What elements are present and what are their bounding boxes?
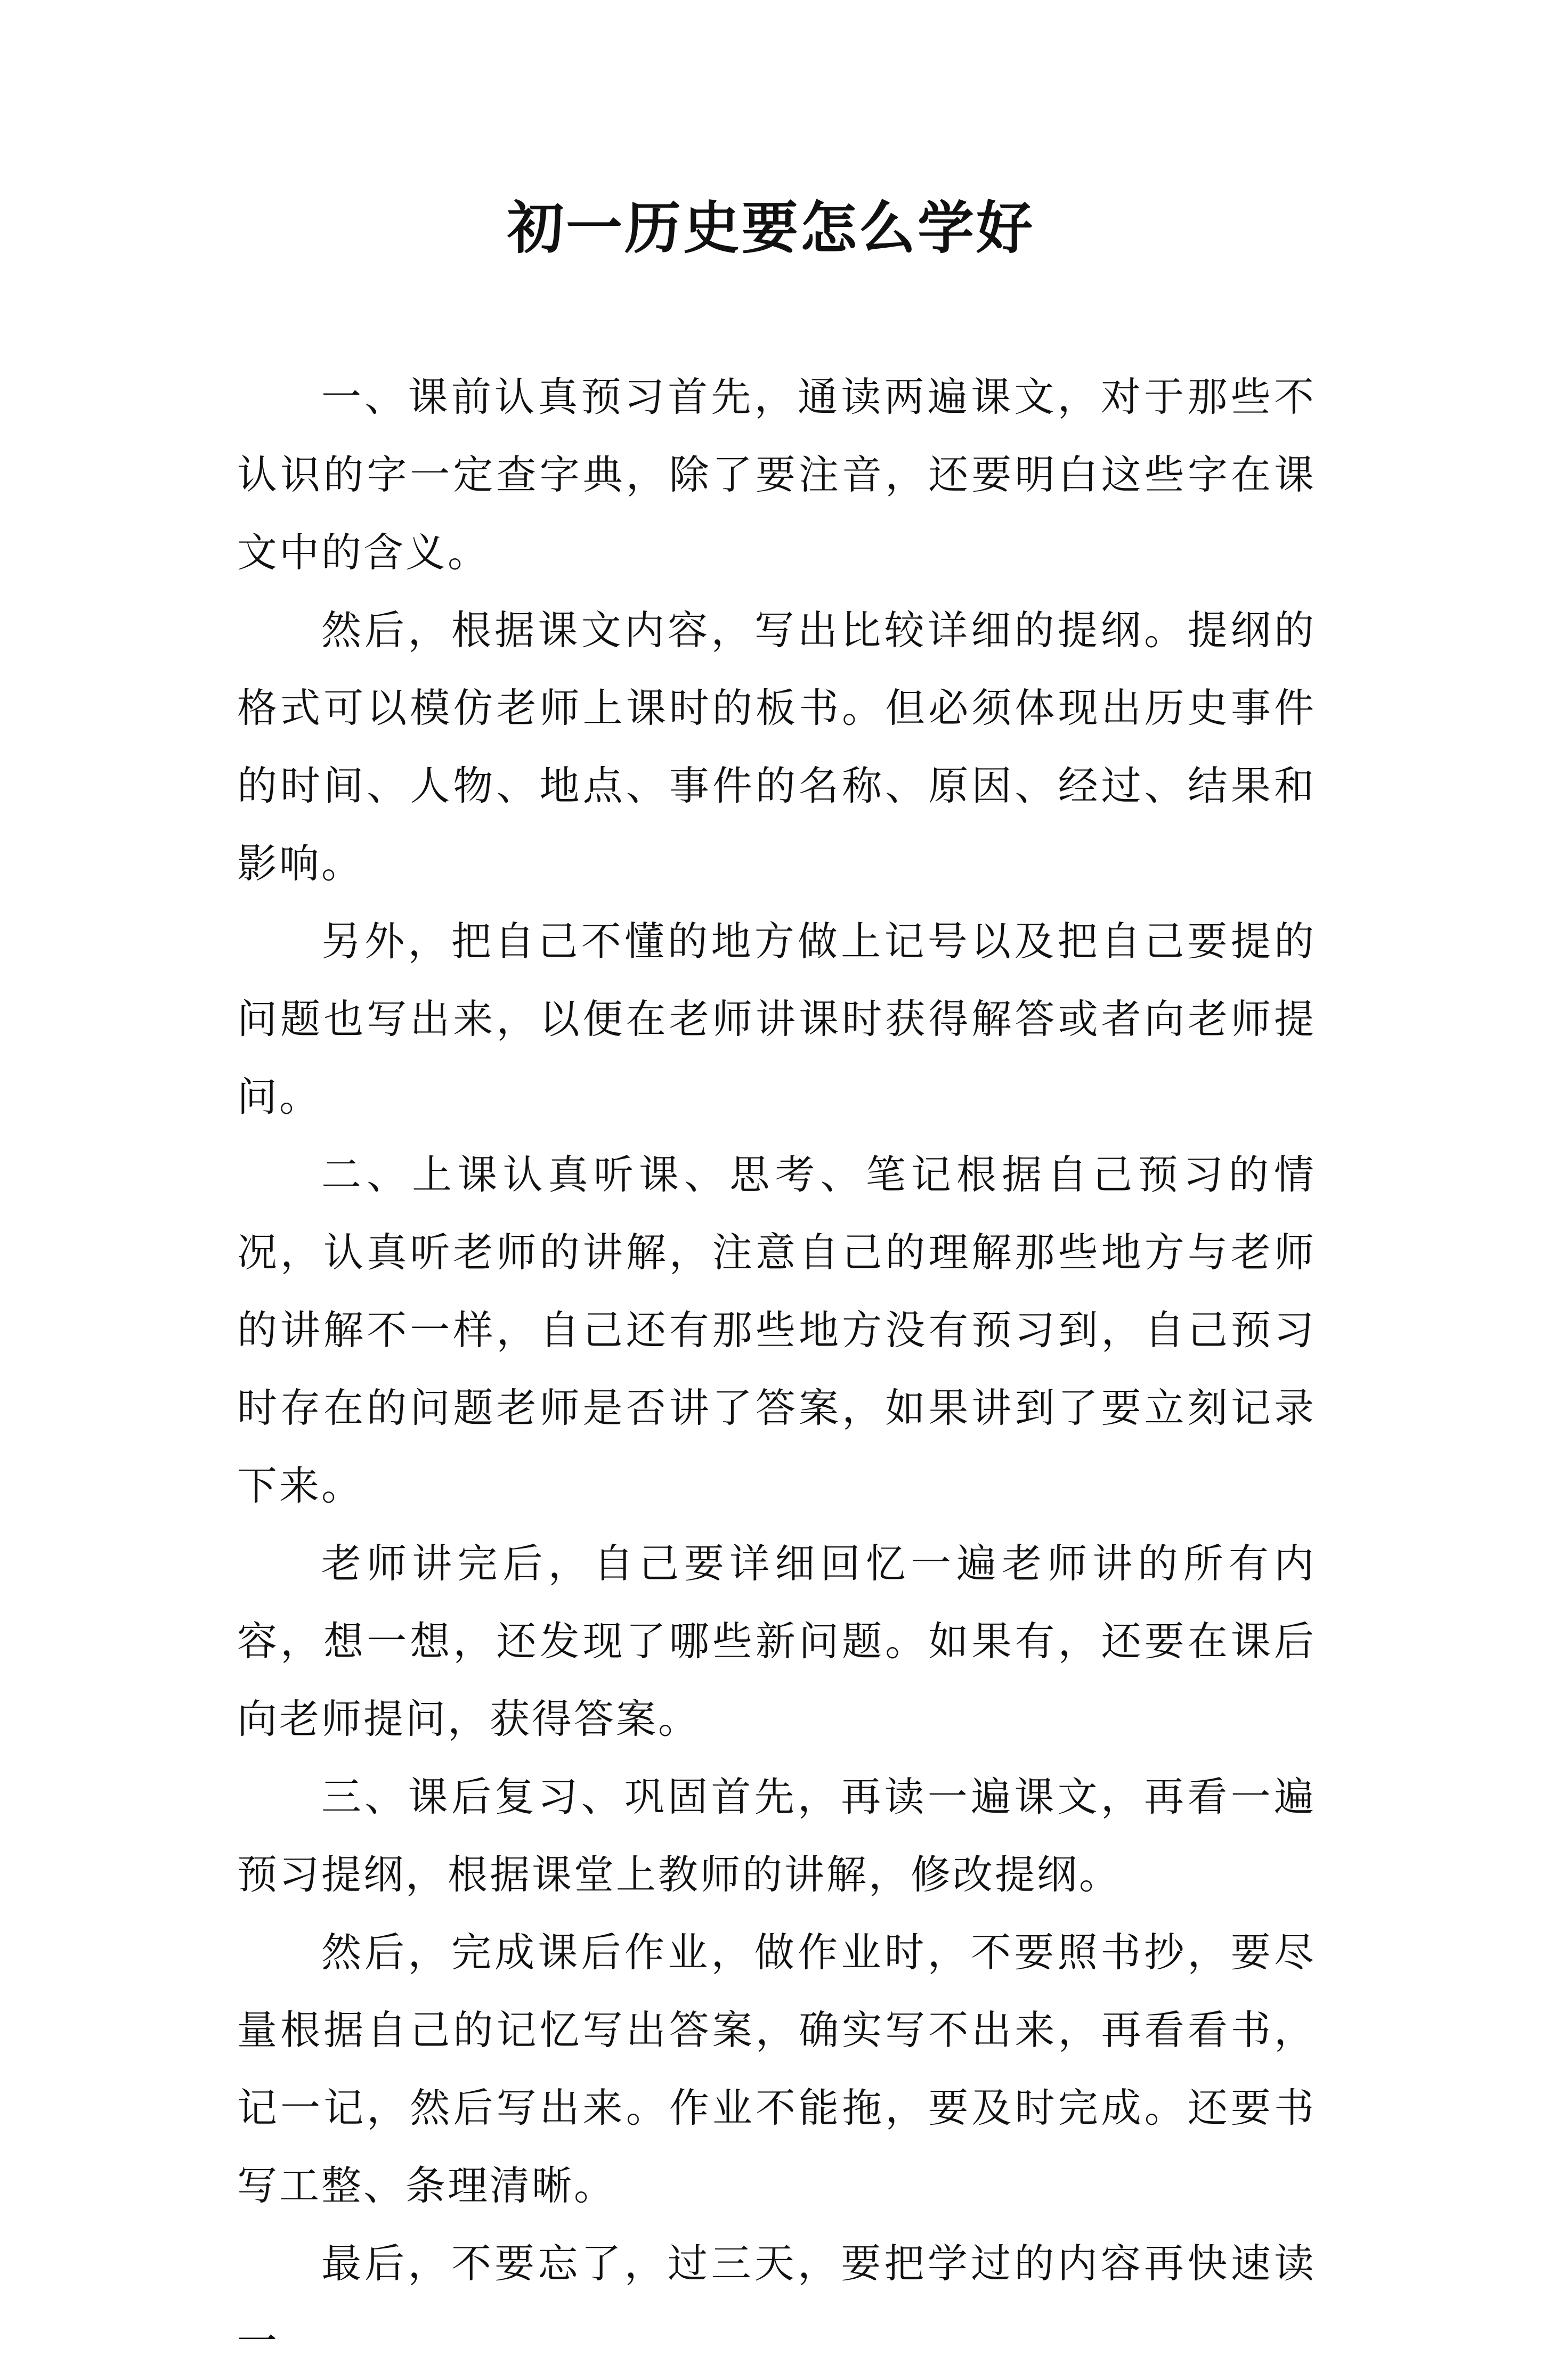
- paragraph-outline: 然后，根据课文内容，写出比较详细的提纲。提纲的格式可以模仿老师上课时的板书。但必须体现出历史事件的时间、人物、地点、事件的名称、原因、经过、结果和影响。: [237, 607, 1316, 887]
- paragraph-questions: 另外，把自己不懂的地方做上记号以及把自己要提的问题也写出来，以便在老师讲课时获得解答或者向老师提问。: [237, 918, 1316, 1120]
- paragraph-preview-steps: 一、课前认真预习首先，通读两遍课文，对于那些不认识的字一定查字典，除了要注音，还要明白这些字在课文中的含义。: [237, 373, 1316, 576]
- document-title: 初一历史要怎么学好: [507, 194, 1035, 261]
- paragraph-final-review: 最后，不要忘了，过三天，要把学过的内容再快速读一: [237, 2240, 1316, 2365]
- paragraph-homework: 然后，完成课后作业，做作业时，不要照书抄，要尽量根据自己的记忆写出答案，确实写不出来，再看看书，记一记，然后写出来。作业不能拖，要及时完成。还要书写工整、条理清晰。: [237, 1929, 1316, 2209]
- paragraph-review-after-class: 老师讲完后，自己要详细回忆一遍老师讲的所有内容，想一想，还发现了哪些新问题。如果有，还要在课后向老师提问，获得答案。: [237, 1540, 1316, 1742]
- paragraph-class-listening: 二、上课认真听课、思考、笔记根据自己预习的情况，认真听老师的讲解，注意自己的理解那些地方与老师的讲解不一样，自己还有那些地方没有预习到，自己预习时存在的问题老师是否讲了答案，如果讲到了要立刻记录下来。: [237, 1151, 1316, 1509]
- document-body: [237, 358, 1316, 2380]
- paragraph-consolidation: 三、课后复习、巩固首先，再读一遍课文，再看一遍预习提纲，根据课堂上教师的讲解，修改提纲。: [237, 1773, 1316, 1898]
